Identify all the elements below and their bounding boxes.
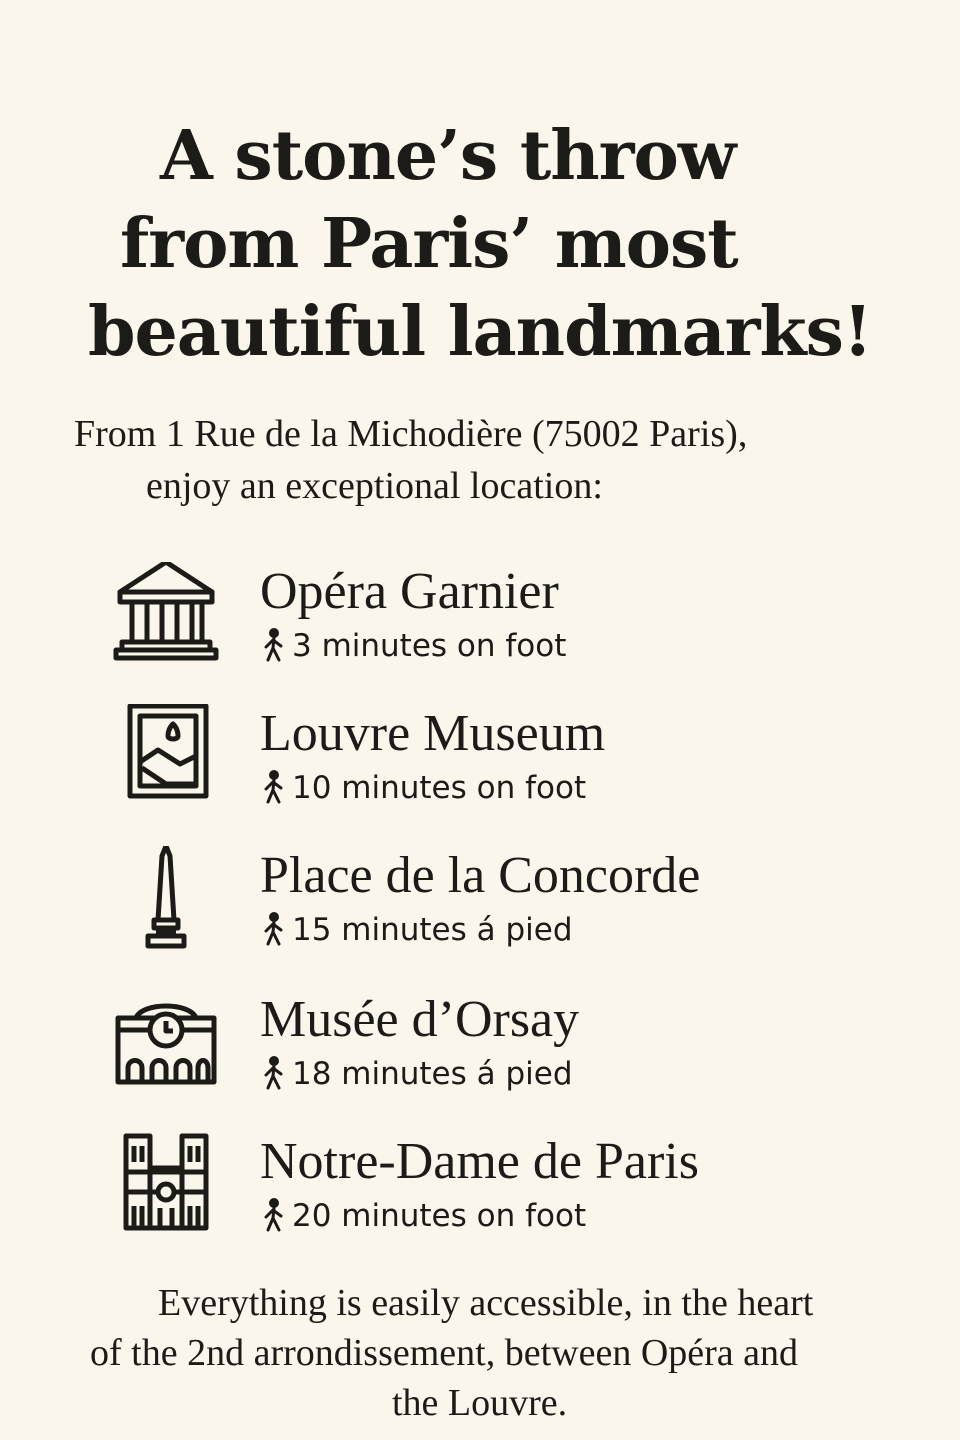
walking-time-label: 18 minutes á pied — [292, 1056, 573, 1092]
place-name: Louvre Museum — [260, 705, 606, 762]
walking-person-icon — [262, 912, 286, 946]
framed-picture-icon — [106, 704, 226, 808]
walking-time — [262, 1196, 586, 1236]
footer-line-2: of the 2nd arrondissement, between Opéra and — [90, 1332, 799, 1374]
walking-person-icon — [262, 1056, 286, 1090]
headline-line-1: A stone’s throw — [160, 116, 736, 196]
walking-time — [262, 910, 573, 950]
walking-time — [262, 1054, 573, 1094]
intro-line-2: enjoy an exceptional location: — [146, 465, 603, 507]
walking-time-label: 10 minutes on foot — [292, 770, 587, 806]
obelisk-icon — [106, 846, 226, 950]
footer-line-1: Everything is easily accessible, in the heart — [158, 1282, 814, 1324]
walking-time-label: 3 minutes on foot — [292, 628, 567, 664]
place-item-louvre-museum — [0, 704, 960, 834]
walking-time — [262, 768, 586, 808]
headline-line-3: beautiful landmarks! — [88, 292, 872, 372]
intro-line-1: From 1 Rue de la Michodière (75002 Paris), — [74, 413, 748, 455]
place-item-notre-dame-de-paris — [0, 1132, 960, 1262]
place-item-opera-garnier — [0, 562, 960, 692]
opera-building-icon — [106, 562, 226, 666]
station-clock-building-icon — [106, 990, 226, 1094]
walking-person-icon — [262, 1198, 286, 1232]
cathedral-icon — [106, 1132, 226, 1236]
walking-person-icon — [262, 628, 286, 662]
footer-line-3: the Louvre. — [392, 1382, 568, 1424]
walking-time — [262, 626, 566, 666]
place-name: Place de la Concorde — [260, 847, 701, 904]
place-name: Opéra Garnier — [260, 563, 559, 620]
walking-person-icon — [262, 770, 286, 804]
walking-time-label: 20 minutes on foot — [292, 1198, 587, 1234]
walking-time-label: 15 minutes á pied — [292, 912, 573, 948]
place-name: Notre-Dame de Paris — [260, 1133, 699, 1190]
headline-line-2: from Paris’ most — [120, 204, 738, 284]
place-item-place-de-la-concorde — [0, 846, 960, 976]
place-name: Musée d’Orsay — [260, 991, 580, 1048]
place-item-musee-d-orsay — [0, 990, 960, 1120]
